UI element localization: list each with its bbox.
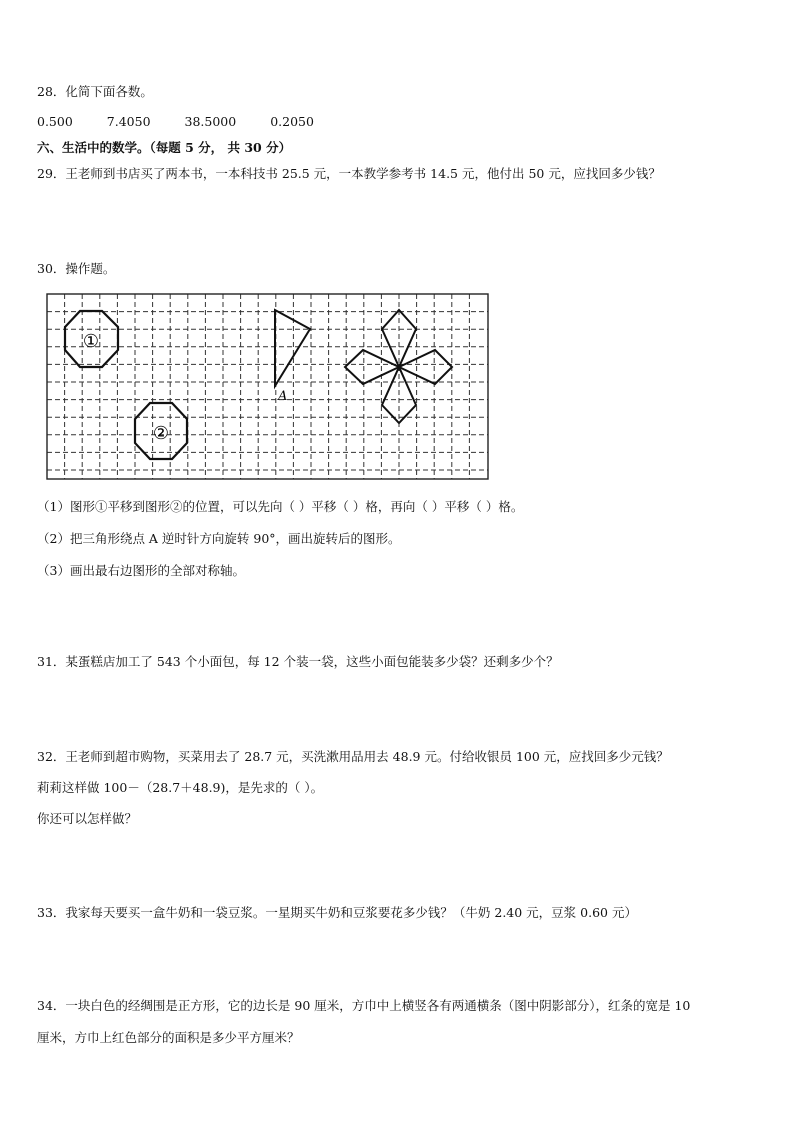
q32-line3: 你还可以怎样做？ [37,811,138,826]
q28-number-3: 38.5000 [184,114,237,129]
q28-number-2: 7.4050 [106,114,151,129]
octagon-label-1: ① [82,331,100,352]
triangle-shape [275,310,310,386]
q31-text: 31．某蛋糕店加工了 543 个小面包，每 12 个装一袋，这些小面包能装多少袋？还剩多少个？ [37,654,559,669]
q30-grid-figure [42,288,512,488]
q28-number-4: 0.2050 [270,114,314,129]
point-a-label: A [278,389,288,404]
q28-numbers [37,114,344,130]
q30-sub2: （2）把三角形绕点 A 逆时针方向旋转 90°，画出旋转后的图形。 [37,531,401,546]
pinwheel-petal-left [345,350,399,384]
q28-number-1: 0.500 [37,114,73,129]
octagon-label-2: ② [152,423,170,444]
q32-text: 32．王老师到超市购物，买菜用去了 28.7 元，买洗漱用品用去 48.9 元。付给收银员 100 元，应找回多少元钱？ [37,749,669,764]
q28-title: 28．化简下面各数。 [37,84,153,99]
q30-sub3: （3）画出最右边图形的全部对称轴。 [37,563,245,578]
q29-text: 29．王老师到书店买了两本书，一本科技书 25.5 元，一本教学参考书 14.5 元，他付出 50 元，应找回多少钱？ [37,166,661,181]
q32-line2: 莉莉这样做 100－（28.7＋48.9)，是先求的（ ）。 [37,780,324,795]
q34-line2: 厘米，方巾上红色部分的面积是多少平方厘米？ [37,1030,300,1045]
q30-sub1: （1）图形①平移到图形②的位置，可以先向（ ）平移（ ）格，再向（ ）平移（ ）格。 [37,499,524,514]
q30-title: 30．操作题。 [37,261,116,276]
q33-text: 33．我家每天要买一盒牛奶和一袋豆浆。一星期买牛奶和豆浆要花多少钱？（牛奶 2.40 元，豆浆 0.60 元） [37,905,637,920]
section-6-heading: 六、生活中的数学。（每题 5 分， 共 30 分） [37,140,292,155]
q34-line1: 34．一块白色的经绸围是正方形，它的边长是 90 厘米，方巾中上横竖各有两通横条（图中阴影部分），红条的宽是 10 [37,998,691,1013]
pinwheel-petal-right [399,350,452,384]
